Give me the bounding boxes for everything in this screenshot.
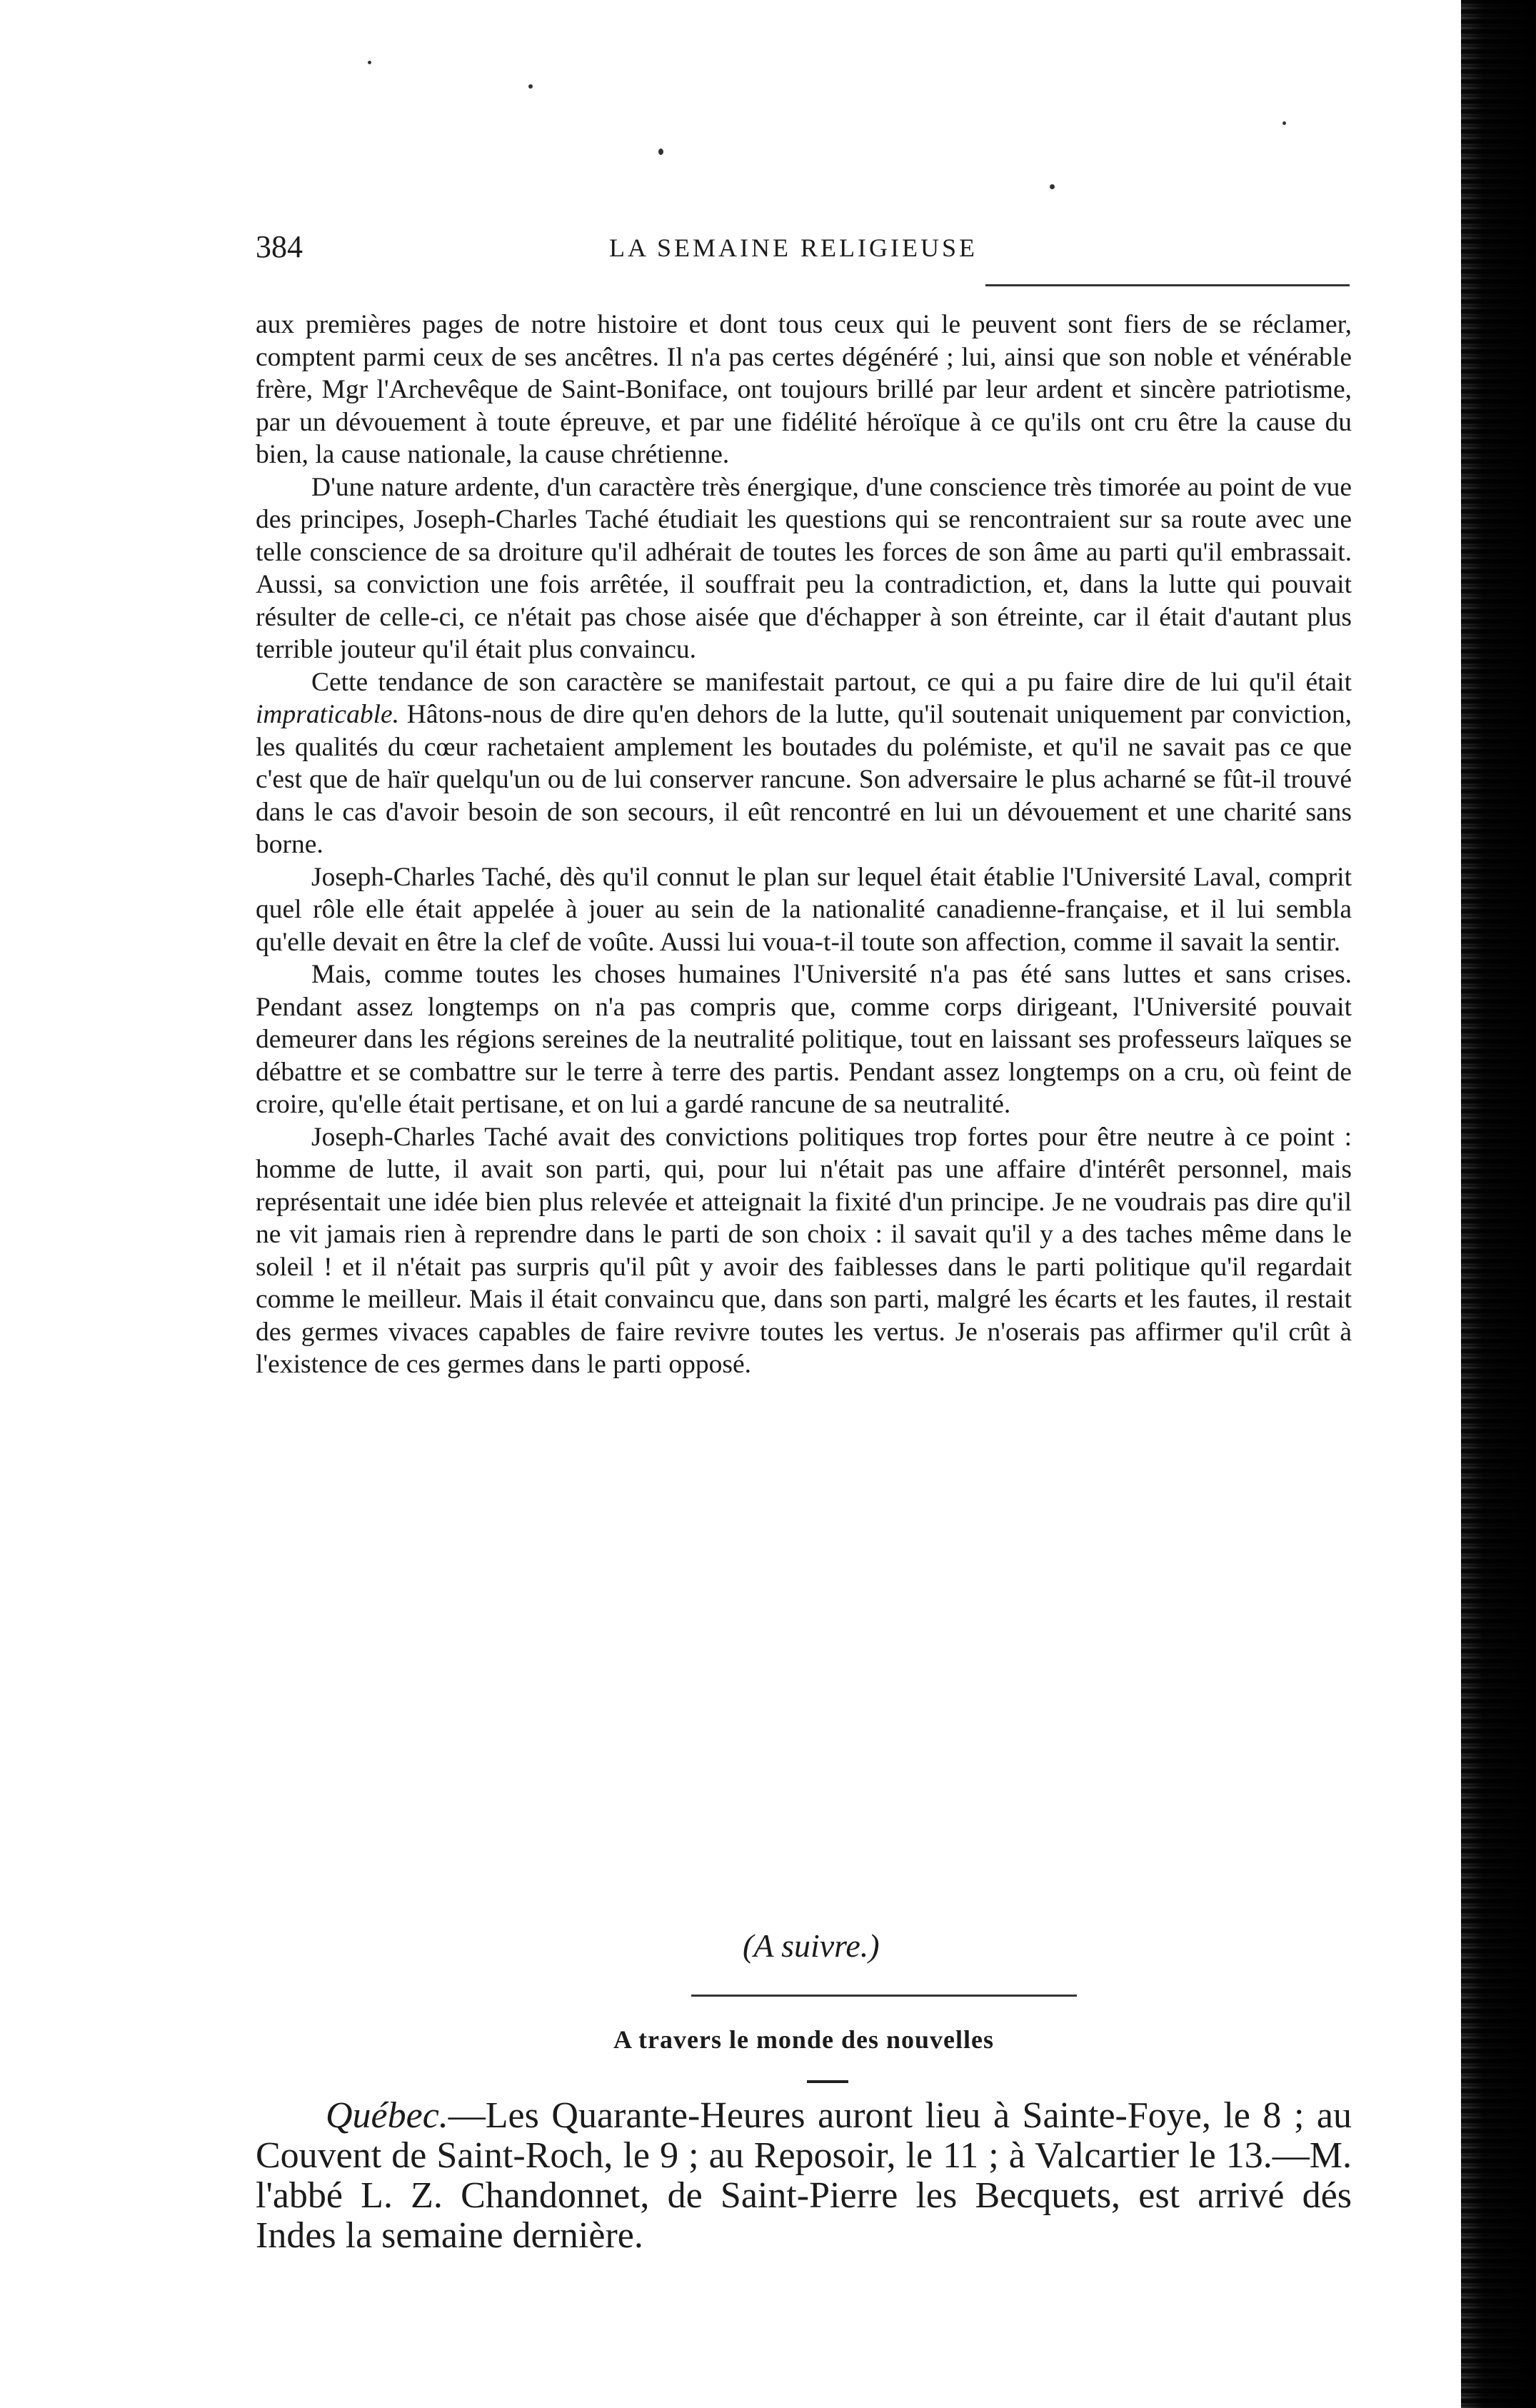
header-rule (985, 284, 1350, 286)
scan-speck (658, 149, 663, 155)
paragraph-text: Cette tendance de son caractère se manifestait partout, ce qui a pu faire dire de lui qu'il était (311, 667, 1352, 697)
news-place: Québec. (326, 2095, 448, 2136)
running-head: LA SEMAINE RELIGIEUSE (609, 234, 978, 262)
scan-speck (528, 84, 533, 89)
paragraph: Joseph-Charles Taché, dès qu'il connut le plan sur lequel était établie l'Université Laval, comprit quel rôle elle était appelée à jouer au sein de la nationalité canadienne-française, et il lui sembla qu'elle devait en être la clef de voûte. Aussi lui voua-t-il toute son affection, comme il savait la sentir. (256, 862, 1352, 957)
article-body (256, 308, 1352, 1381)
scan-speck (368, 61, 371, 64)
news-item (256, 2096, 1352, 2256)
news-block (256, 2096, 1352, 2256)
scan-binding-edge (1461, 0, 1536, 2408)
section-title: A travers le monde des nouvelles (613, 2025, 994, 2054)
paragraph (256, 666, 1352, 861)
paragraph: D'une nature ardente, d'un caractère très énergique, d'une conscience très timorée au point de vue des principes, Joseph-Charles Taché étudiait les questions qui se rencontraient sur sa route avec une telle conscience de sa droiture qu'il adhérait de toutes les forces de son âme au parti qu'il embrassait. Aussi, sa conviction une fois arrêtée, il souffrait peu la contradiction, et, dans la lutte qui pouvait résulter de celle-ci, ce n'était pas chose aisée que d'échapper à son étreinte, car il était d'autant plus terrible jouteur qu'il était plus convaincu. (256, 472, 1352, 664)
section-rule (691, 1995, 1077, 1997)
paragraph: Mais, comme toutes les choses humaines l'Université n'a pas été sans luttes et sans crises. Pendant assez longtemps on n'a pas compris que, comme corps dirigeant, l'Université pouvait demeurer dans les régions sereines de la neutralité politique, tout en laissant ses professeurs laïques se débattre et se combattre sur le terre à terre des partis. Pendant assez longtemps on a cru, où feint de croire, qu'elle était pertisane, et on lui a gardé rancune de sa neutralité. (256, 960, 1352, 1119)
title-dash (807, 2080, 848, 2083)
emphasis-text: impraticable. (256, 700, 400, 729)
page-number: 384 (256, 229, 303, 264)
scan-speck (1282, 121, 1286, 125)
news-text: —Les Quarante-Heures auront lieu à Sainte-Foye, le 8 ; au Couvent de Saint-Roch, le 9 ; au Reposoir, le 11 ; à Valcartier le 13.—M. l'abbé L. Z. Chandonnet, de Saint-Pierre les Becquets, est arrivé dés Indes la semaine dernière. (256, 2095, 1352, 2256)
paragraph-text: Hâtons-nous de dire qu'en dehors de la lutte, qu'il soutenait uniquement par conviction, les qualités du cœur rachetaient amplement les boutades du polémiste, et qu'il ne savait pas ce que c'est que de haïr quelqu'un ou de lui conserver rancune. Son adversaire le plus acharné se fût-il trouvé dans le cas d'avoir besoin de son secours, il eût rencontré en lui un dévouement et une charité sans borne. (256, 700, 1352, 859)
page-header (256, 229, 1352, 271)
to-be-continued: (A suivre.) (743, 1927, 880, 1964)
paragraph: aux premières pages de notre histoire et dont tous ceux qui le peuvent sont fiers de se réclamer, comptent parmi ceux de ses ancêtres. Il n'a pas certes dégénéré ; lui, ainsi que son noble et vénérable frère, Mgr l'Archevêque de Saint-Boniface, ont toujours brillé par leur ardent et sincère patriotisme, par un dévouement à toute épreuve, et par une fidélité héroïque à ce qu'ils ont cru être la cause du bien, la cause nationale, la cause chrétienne. (256, 310, 1352, 469)
scan-speck (1050, 184, 1055, 189)
paragraph: Joseph-Charles Taché avait des convictions politiques trop fortes pour être neutre à ce point : homme de lutte, il avait son parti, qui, pour lui n'était pas une affaire d'intérêt personnel, mais représentait une idée bien plus relevée et atteignait la fixité d'un principe. Je ne voudrais pas dire qu'il ne vit jamais rien à reprendre dans le parti de son choix : il savait qu'il y a des taches même dans le soleil ! et il n'était pas surpris qu'il pût y avoir des faiblesses dans le parti politique qu'il regardait comme le meilleur. Mais il était convaincu que, dans son parti, malgré les écarts et les fautes, il restait des germes vivaces capables de faire revivre toutes les vertus. Je n'oserais pas affirmer qu'il crût à l'existence de ces germes dans le parti opposé. (256, 1122, 1352, 1379)
